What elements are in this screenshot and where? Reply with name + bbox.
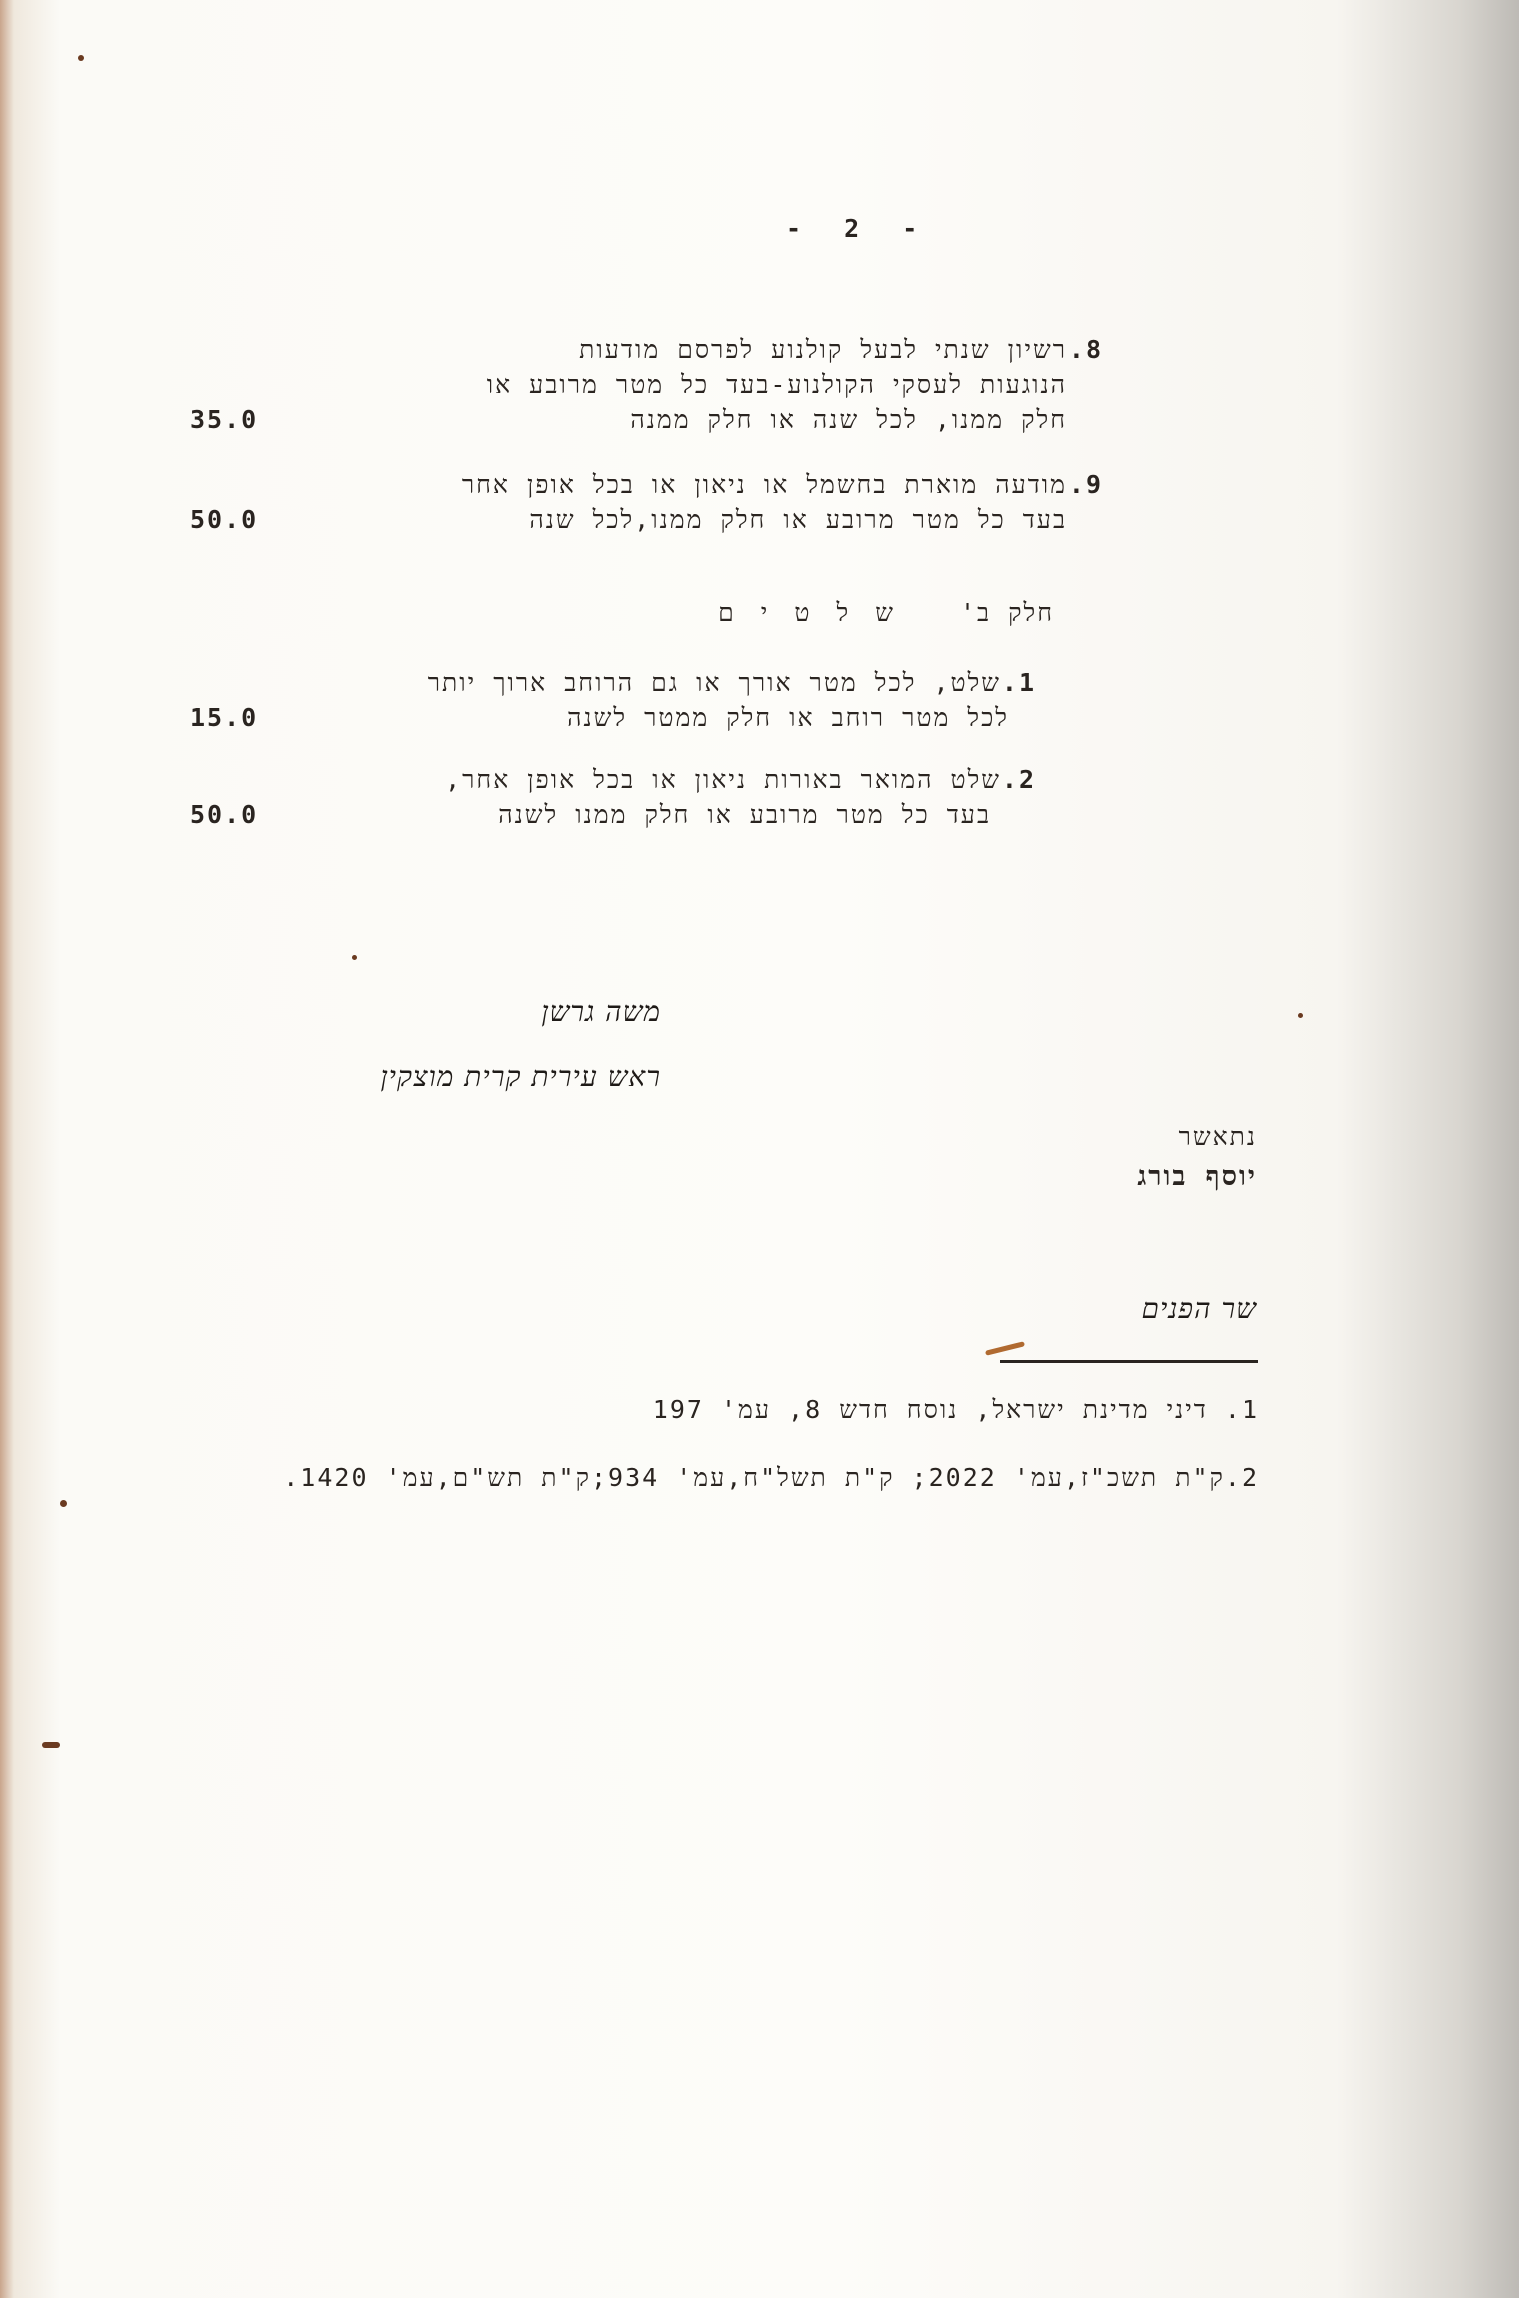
item-text-line: חלק ממנו, לכל שנה או חלק ממנה [630,405,1067,434]
item-text-line: לכל מטר רוחב או חלק ממטר לשנה [567,703,1009,732]
item-number: 1. [1001,668,1036,697]
scan-speck [42,1742,60,1748]
scan-speck [1298,1013,1303,1018]
item-amount: 35.0 [190,405,259,434]
minister-title: שר הפנים [1141,1292,1257,1325]
item-text-line: שלט המואר באורות ניאון או בכל אופן אחר, [445,765,1001,794]
scan-speck [352,955,357,960]
item-text-line: הנוגעות לעסקי הקולנוע-בעד כל מטר מרובע או [486,370,1067,399]
section-title: ש ל ט י ם [718,598,899,627]
item-text-line: בעד כל מטר מרובע או חלק ממנו,לכל שנה [529,505,1067,534]
item-amount: 15.0 [190,703,259,732]
item-text-line: שלט, לכל מטר אורך או גם הרוחב ארוך יותר [427,668,1001,697]
item-amount: 50.0 [190,505,259,534]
ink-mark [985,1341,1025,1356]
item-text-line: רשיון שנתי לבעל קולנוע לפרסם מודעות [579,335,1067,364]
signer-name: משה גרשן [541,995,661,1028]
footnote: 2.ק"ת תשכ"ז,עמ' 2022; ק"ת תשל"ח,עמ' 934;ק"ת תש"ם,עמ' 1420. [283,1463,1259,1492]
item-number: 2. [1001,765,1036,794]
approval-label: נתאשר [1178,1122,1257,1151]
item-text-line: בעד כל מטר מרובע או חלק ממנו לשנה [498,800,991,829]
section-label: חלק ב' [959,598,1054,627]
scan-speck [78,55,84,61]
item-number: 8. [1068,335,1103,364]
divider-line [1000,1360,1258,1363]
item-text-line: מודעה מוארת בחשמל או ניאון או בכל אופן אחר [461,470,1067,499]
page-number: - 2 - [786,214,932,243]
footnote: 1. דיני מדינת ישראל, נוסח חדש 8, עמ' 197 [652,1395,1259,1424]
scan-speck [60,1500,67,1507]
item-number: 9. [1068,470,1103,499]
approver-name: יוסף בורג [1137,1161,1257,1192]
signer-title: ראש עירית קרית מוצקין [380,1060,661,1093]
item-amount: 50.0 [190,800,259,829]
